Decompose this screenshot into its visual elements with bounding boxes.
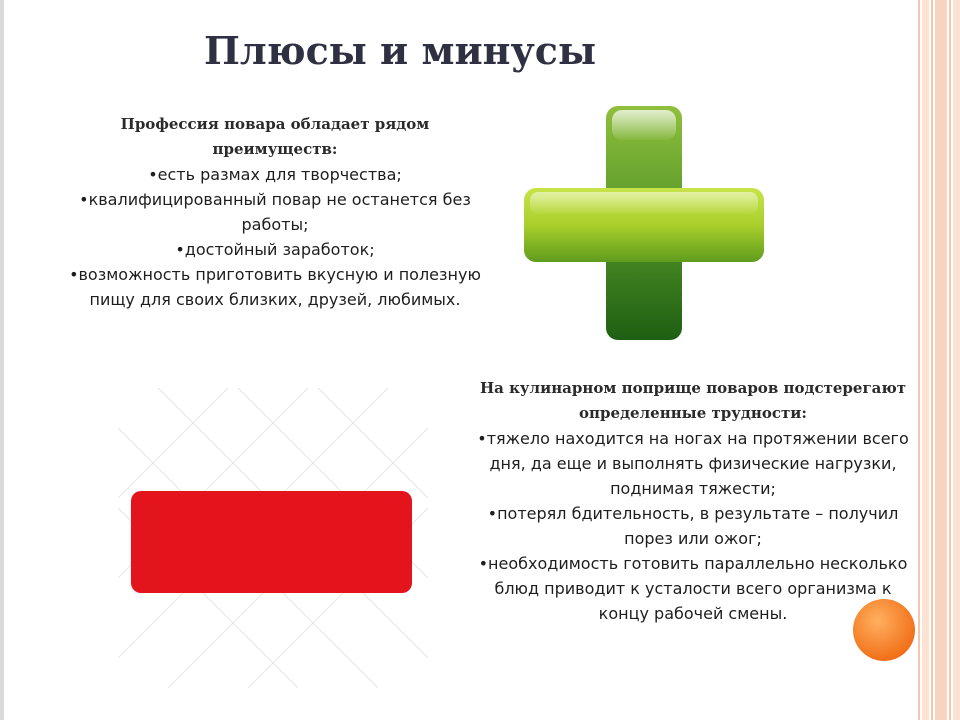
cons-lead: На кулинарном поприще поваров подстерегают определенные трудности:	[479, 379, 907, 422]
pros-lead: Профессия повара обладает рядом преимуществ:	[120, 115, 430, 158]
pros-item: •квалифицированный повар не останется без работы;	[79, 190, 471, 234]
red-minus-icon	[130, 490, 413, 594]
orange-circle-icon	[852, 598, 916, 662]
pros-item: •есть размах для творчества;	[148, 165, 402, 184]
pros-block	[60, 112, 490, 312]
cons-item: •потерял бдительность, в результате – получил порез или ожог;	[487, 504, 899, 548]
slide-title: Плюсы и минусы	[203, 28, 597, 73]
cons-block	[468, 376, 918, 626]
pros-item: •возможность приготовить вкусную и полезную пищу для своих близких, друзей, любимых.	[69, 265, 481, 309]
cons-item: •необходимость готовить параллельно несколько блюд приводит к усталости всего организма к концу рабочей смены.	[478, 554, 908, 623]
green-plus-icon	[522, 104, 766, 342]
right-decorative-stripes	[918, 0, 960, 720]
left-border	[0, 0, 4, 720]
cons-item: •тяжело находится на ногах на протяжении всего дня, да еще и выполнять физические нагрузки, поднимая тяжести;	[477, 429, 909, 498]
pros-item: •достойный заработок;	[175, 240, 375, 259]
